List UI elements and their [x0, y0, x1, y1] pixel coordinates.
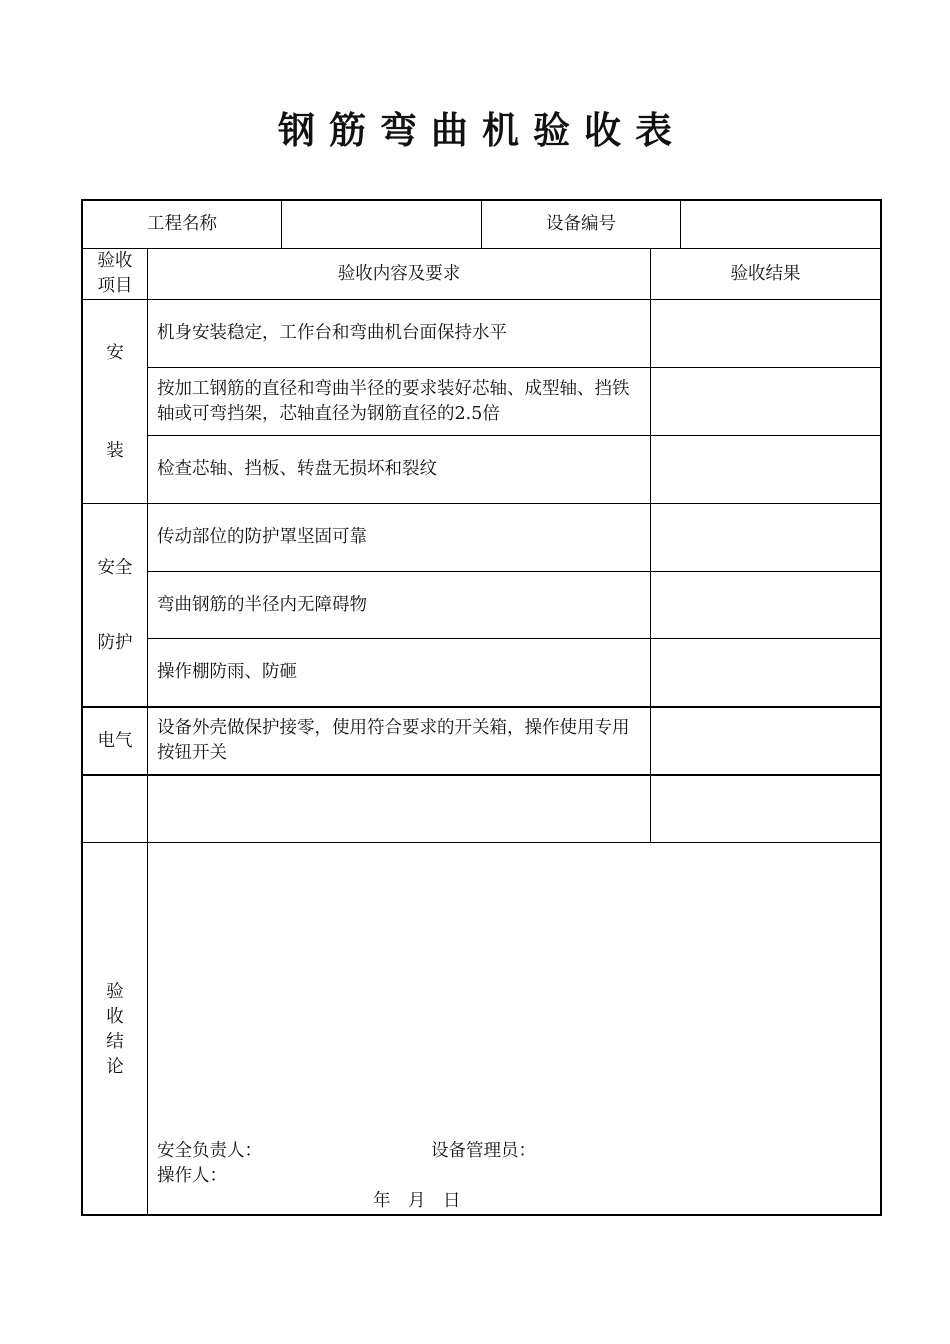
conclusion-char: 结 [106, 1032, 124, 1052]
requirement-safety-2: 弯曲钢筋的半径内无障碍物 [157, 594, 367, 615]
requirement-install-2: 按加工钢筋的直径和弯曲半径的要求装好芯轴、成型轴、挡铁轴或可弯挡架，芯轴直径为钢筋直径的2.5倍 [157, 378, 630, 424]
equipment-no-label: 设备编号 [546, 214, 616, 234]
content-column-header: 验收内容及要求 [337, 263, 461, 284]
equipment-manager-signature-label: 设备管理员： [431, 1141, 536, 1161]
section-label-install-2: 装 [106, 440, 124, 461]
item-header-line2: 项目 [97, 276, 133, 296]
requirement-install-1: 机身安装稳定，工作台和弯曲机台面保持水平 [157, 323, 507, 343]
safety-officer-signature-label: 安全负责人： [157, 1141, 262, 1161]
result-cell-install-1[interactable] [651, 300, 880, 367]
result-cell-install-3[interactable] [651, 436, 880, 503]
item-column-header [83, 249, 147, 299]
blank-requirement-cell[interactable] [148, 776, 650, 842]
result-cell-safety-1[interactable] [651, 504, 880, 571]
result-column-header: 验收结果 [730, 263, 801, 284]
requirement-safety-1: 传动部位的防护罩坚固可靠 [157, 527, 367, 547]
conclusion-char: 验 [106, 982, 124, 1002]
conclusion-char: 论 [106, 1057, 124, 1077]
conclusion-char: 收 [106, 1007, 124, 1027]
requirement-install-3: 检查芯轴、挡板、转盘无损坏和裂纹 [157, 459, 437, 479]
blank-result-cell[interactable] [651, 776, 880, 842]
result-cell-safety-2[interactable] [651, 572, 880, 638]
project-name-field[interactable] [282, 201, 481, 248]
date-line: 年 月 日 [373, 1191, 461, 1211]
blank-item-cell[interactable] [83, 776, 147, 842]
result-cell-electric-1[interactable] [651, 708, 880, 774]
section-label-safety-2: 防护 [97, 632, 133, 653]
result-cell-install-2[interactable] [651, 368, 880, 435]
equipment-no-field[interactable] [681, 201, 880, 248]
result-cell-safety-3[interactable] [651, 639, 880, 706]
section-label-safety-1: 安全 [97, 557, 133, 578]
conclusion-text-area[interactable] [148, 843, 880, 1123]
conclusion-label [83, 980, 147, 1080]
section-label-electric: 电气 [97, 730, 133, 751]
requirement-electric-1: 设备外壳做保护接零，使用符合要求的开关箱，操作使用专用按钮开关 [157, 718, 630, 763]
section-label-install-1: 安 [106, 342, 124, 363]
item-header-line1: 验收 [97, 251, 133, 271]
operator-signature-label: 操作人： [157, 1166, 227, 1186]
document-title: 钢筋弯曲机验收表 [278, 109, 686, 152]
requirement-safety-3: 操作棚防雨、防砸 [157, 662, 297, 682]
project-name-label: 工程名称 [147, 214, 217, 234]
